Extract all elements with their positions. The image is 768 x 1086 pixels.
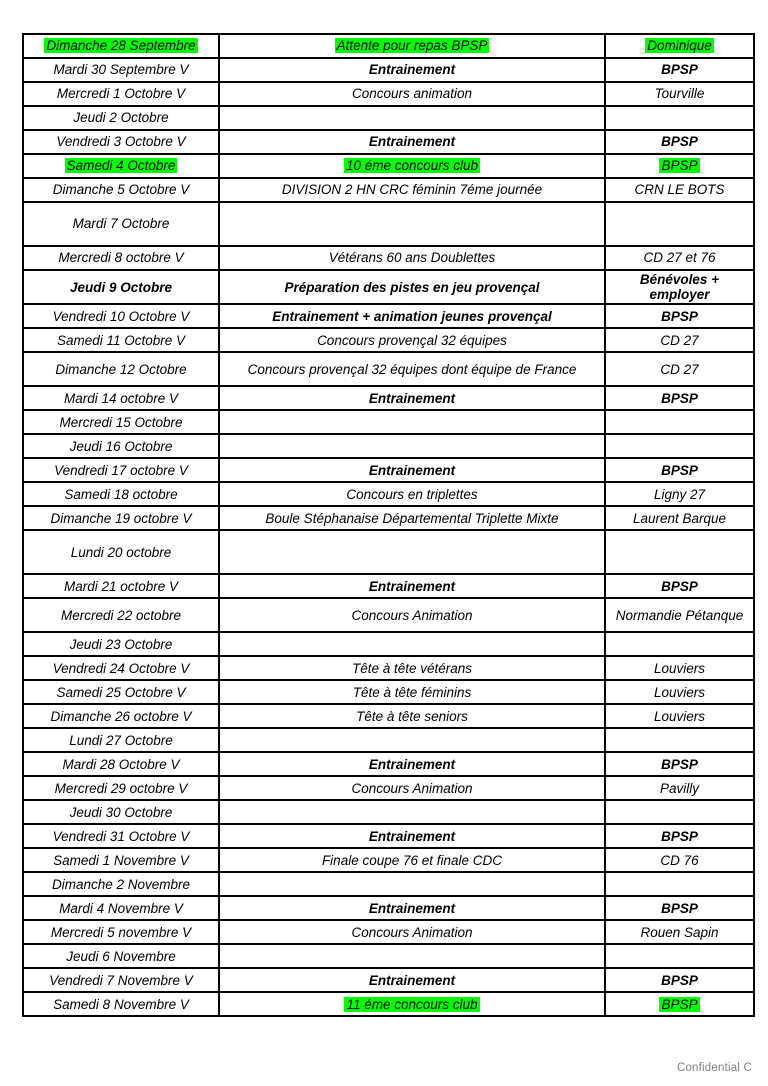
cell-date: Mercredi 22 octobre — [23, 598, 219, 632]
cell-date: Mercredi 1 Octobre V — [23, 82, 219, 106]
cell-organizer — [605, 992, 754, 1016]
cell-event: Entrainement — [219, 458, 605, 482]
table-row — [23, 800, 754, 824]
cell-date: Jeudi 6 Novembre — [23, 944, 219, 968]
cell-date: Mercredi 29 octobre V — [23, 776, 219, 800]
table-row — [23, 824, 754, 848]
cell-organizer: BPSP — [605, 574, 754, 598]
cell-date: Vendredi 17 octobre V — [23, 458, 219, 482]
cell-event: Entrainement — [219, 130, 605, 154]
cell-event: Vétérans 60 ans Doublettes — [219, 246, 605, 270]
cell-organizer — [605, 728, 754, 752]
cell-date: Lundi 27 Octobre — [23, 728, 219, 752]
cell-date: Vendredi 3 Octobre V — [23, 130, 219, 154]
schedule-table — [22, 33, 755, 1017]
cell-organizer: Louviers — [605, 704, 754, 728]
cell-event — [219, 728, 605, 752]
cell-event — [219, 154, 605, 178]
highlight-mark: Dimanche 28 Septembre — [46, 38, 196, 54]
cell-date: Dimanche 2 Novembre — [23, 872, 219, 896]
cell-organizer — [605, 106, 754, 130]
cell-date: Vendredi 7 Novembre V — [23, 968, 219, 992]
table-row — [23, 410, 754, 434]
cell-event: Entrainement — [219, 58, 605, 82]
cell-organizer — [605, 34, 754, 58]
table-row — [23, 680, 754, 704]
cell-organizer: BPSP — [605, 304, 754, 328]
cell-date: Jeudi 30 Octobre — [23, 800, 219, 824]
cell-event: Tête à tête seniors — [219, 704, 605, 728]
cell-organizer: BPSP — [605, 130, 754, 154]
cell-event: Concours Animation — [219, 776, 605, 800]
cell-date: Mardi 28 Octobre V — [23, 752, 219, 776]
cell-organizer — [605, 154, 754, 178]
cell-organizer: Tourville — [605, 82, 754, 106]
table-row — [23, 328, 754, 352]
cell-date: Jeudi 16 Octobre — [23, 434, 219, 458]
cell-date: Jeudi 9 Octobre — [23, 270, 219, 304]
cell-organizer: BPSP — [605, 896, 754, 920]
cell-date: Samedi 11 Octobre V — [23, 328, 219, 352]
cell-date: Mardi 7 Octobre — [23, 202, 219, 246]
cell-event: Entrainement — [219, 752, 605, 776]
cell-event: Concours en triplettes — [219, 482, 605, 506]
cell-date: Mardi 4 Novembre V — [23, 896, 219, 920]
table-row — [23, 352, 754, 386]
cell-organizer — [605, 944, 754, 968]
cell-date: Mardi 21 octobre V — [23, 574, 219, 598]
table-row — [23, 106, 754, 130]
highlight-mark: Attente pour repas BPSP — [336, 38, 488, 54]
cell-event: Concours Animation — [219, 598, 605, 632]
cell-event — [219, 410, 605, 434]
cell-event: Préparation des pistes en jeu provençal — [219, 270, 605, 304]
table-row — [23, 386, 754, 410]
table-row — [23, 968, 754, 992]
confidentiality-footer: Confidential C — [676, 1062, 752, 1074]
cell-organizer: CD 27 — [605, 328, 754, 352]
cell-event: Entrainement — [219, 896, 605, 920]
cell-organizer: Pavilly — [605, 776, 754, 800]
table-row — [23, 872, 754, 896]
table-row — [23, 82, 754, 106]
cell-date: Mercredi 5 novembre V — [23, 920, 219, 944]
cell-organizer: CD 27 — [605, 352, 754, 386]
cell-organizer: Normandie Pétanque — [605, 598, 754, 632]
table-row — [23, 34, 754, 58]
cell-event: Concours animation — [219, 82, 605, 106]
cell-organizer: BPSP — [605, 824, 754, 848]
table-row — [23, 944, 754, 968]
cell-date: Samedi 8 Novembre V — [23, 992, 219, 1016]
highlight-mark: Samedi 4 Octobre — [66, 158, 176, 174]
table-row — [23, 530, 754, 574]
cell-organizer — [605, 410, 754, 434]
cell-organizer — [605, 202, 754, 246]
cell-event — [219, 34, 605, 58]
cell-date: Dimanche 26 octobre V — [23, 704, 219, 728]
cell-event — [219, 800, 605, 824]
cell-organizer — [605, 872, 754, 896]
table-row — [23, 246, 754, 270]
cell-date: Dimanche 12 Octobre — [23, 352, 219, 386]
highlight-mark: 10 éme concours club — [345, 158, 479, 174]
cell-organizer: Laurent Barque — [605, 506, 754, 530]
cell-event: Entrainement + animation jeunes provençal — [219, 304, 605, 328]
highlight-mark: BPSP — [661, 158, 698, 174]
cell-organizer: BPSP — [605, 458, 754, 482]
cell-date: Vendredi 24 Octobre V — [23, 656, 219, 680]
cell-organizer — [605, 434, 754, 458]
table-row — [23, 506, 754, 530]
table-row — [23, 848, 754, 872]
cell-event — [219, 434, 605, 458]
cell-organizer: BPSP — [605, 752, 754, 776]
cell-event: Boule Stéphanaise Départemental Triplette Mixte — [219, 506, 605, 530]
cell-date: Samedi 25 Octobre V — [23, 680, 219, 704]
table-row — [23, 154, 754, 178]
cell-date — [23, 154, 219, 178]
cell-event: Concours provençal 32 équipes dont équipe de France — [219, 352, 605, 386]
table-row — [23, 776, 754, 800]
cell-date: Dimanche 5 Octobre V — [23, 178, 219, 202]
cell-organizer: Bénévoles + employer — [605, 270, 754, 304]
cell-event: Entrainement — [219, 574, 605, 598]
cell-event — [219, 530, 605, 574]
cell-organizer — [605, 632, 754, 656]
cell-date: Vendredi 31 Octobre V — [23, 824, 219, 848]
table-row — [23, 728, 754, 752]
table-row — [23, 598, 754, 632]
table-row — [23, 482, 754, 506]
cell-date: Samedi 1 Novembre V — [23, 848, 219, 872]
cell-organizer: CRN LE BOTS — [605, 178, 754, 202]
cell-date: Jeudi 2 Octobre — [23, 106, 219, 130]
cell-organizer — [605, 800, 754, 824]
cell-organizer: Rouen Sapin — [605, 920, 754, 944]
table-row — [23, 704, 754, 728]
cell-date: Mardi 14 octobre V — [23, 386, 219, 410]
cell-event: Entrainement — [219, 968, 605, 992]
cell-event: Concours provençal 32 équipes — [219, 328, 605, 352]
cell-date: Jeudi 23 Octobre — [23, 632, 219, 656]
cell-event: DIVISION 2 HN CRC féminin 7éme journée — [219, 178, 605, 202]
table-row — [23, 458, 754, 482]
table-row — [23, 920, 754, 944]
cell-organizer: CD 27 et 76 — [605, 246, 754, 270]
cell-organizer: BPSP — [605, 968, 754, 992]
cell-date: Dimanche 19 octobre V — [23, 506, 219, 530]
cell-date: Vendredi 10 Octobre V — [23, 304, 219, 328]
cell-event: Entrainement — [219, 824, 605, 848]
cell-organizer: BPSP — [605, 386, 754, 410]
table-row — [23, 656, 754, 680]
table-row — [23, 130, 754, 154]
cell-event: Concours Animation — [219, 920, 605, 944]
table-row — [23, 304, 754, 328]
cell-date: Samedi 18 octobre — [23, 482, 219, 506]
cell-event — [219, 632, 605, 656]
cell-date: Mercredi 15 Octobre — [23, 410, 219, 434]
table-row — [23, 574, 754, 598]
table-row — [23, 434, 754, 458]
table-row — [23, 178, 754, 202]
table-row — [23, 752, 754, 776]
table-row — [23, 992, 754, 1016]
cell-event — [219, 106, 605, 130]
cell-organizer — [605, 530, 754, 574]
cell-date — [23, 34, 219, 58]
cell-organizer: Ligny 27 — [605, 482, 754, 506]
cell-event — [219, 202, 605, 246]
table-row — [23, 270, 754, 304]
cell-event: Tête à tête vétérans — [219, 656, 605, 680]
cell-date: Mercredi 8 octobre V — [23, 246, 219, 270]
cell-event — [219, 992, 605, 1016]
cell-date: Lundi 20 octobre — [23, 530, 219, 574]
table-row — [23, 202, 754, 246]
cell-event — [219, 944, 605, 968]
table-row — [23, 632, 754, 656]
table-row — [23, 58, 754, 82]
cell-event: Entrainement — [219, 386, 605, 410]
cell-organizer: Louviers — [605, 680, 754, 704]
cell-organizer: BPSP — [605, 58, 754, 82]
cell-organizer: Louviers — [605, 656, 754, 680]
cell-event — [219, 872, 605, 896]
cell-organizer: CD 76 — [605, 848, 754, 872]
cell-event: Tête à tête féminins — [219, 680, 605, 704]
highlight-mark: BPSP — [661, 996, 698, 1012]
table-row — [23, 896, 754, 920]
cell-event: Finale coupe 76 et finale CDC — [219, 848, 605, 872]
cell-date: Mardi 30 Septembre V — [23, 58, 219, 82]
highlight-mark: Dominique — [647, 38, 712, 54]
highlight-mark: 11 éme concours club — [346, 996, 478, 1012]
schedule-table-body — [23, 34, 754, 1016]
